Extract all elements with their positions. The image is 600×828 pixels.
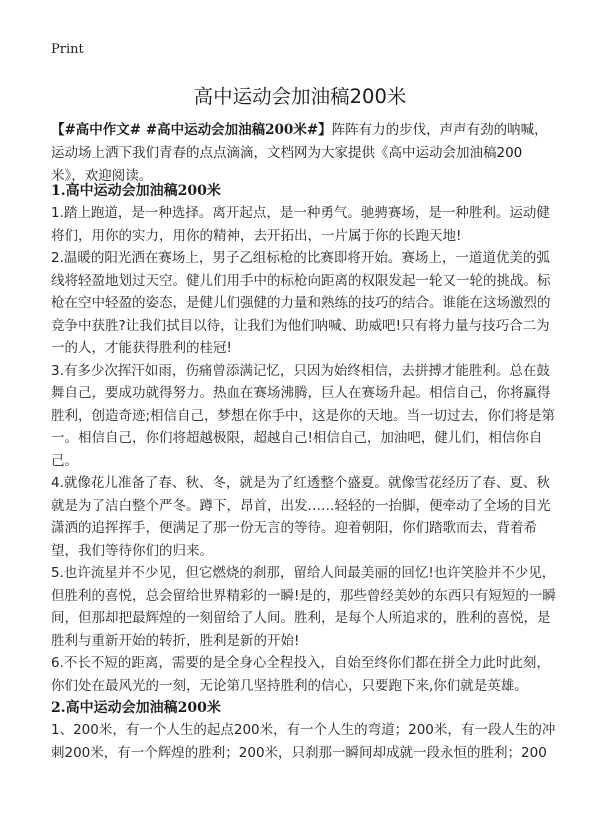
- paragraph-2: 2.温暖的阳光洒在赛场上，男子乙组标枪的比赛即将开始。赛场上，一道道优美的弧线将轻盈地划过天空。健儿们用手中的标枪向距离的权限发起一轮又一轮的挑战。标枪在空中轻盈的姿态，是健儿们强健的力量和熟练的技巧的结合。谁能在这场激烈的竞争中获胜?让我们拭目以待，让我们为他们呐喊、助威吧!只有将力量与技巧合二为一的人，才能获得胜利的桂冠!: [51, 250, 551, 356]
- paragraph-1: 1.踏上跑道，是一种选择。离开起点，是一种勇气。驰骋赛场，是一种胜利。运动健将们，用你的实力，用你的精神，去开拓出，一片属于你的长跑天地!: [51, 205, 550, 244]
- print-link[interactable]: Print: [51, 42, 84, 57]
- section-heading-2: 2.高中运动会加油稿200米: [51, 700, 221, 716]
- intro-lead: 【#高中作文# #高中运动会加油稿200米#】: [51, 122, 332, 138]
- paragraph-4: 4.就像花儿准备了春、秋、冬，就是为了红透整个盛夏。就像雪花经历了春、夏、秋就是为了洁白整个严冬。蹲下，昂首，出发……轻轻的一抬脚，便牵动了全场的目光潇洒的追挥挥手，便满足了那一份无言的等待。迎着朝阳，你们踏歌而去，背着希望，我们等待你们的归来。: [51, 475, 551, 559]
- page-title: 高中运动会加油稿200米: [193, 85, 407, 108]
- paragraph-7: 1、200米，有一个人生的起点200米，有一个人生的弯道；200米，有一段人生的冲刺200米，有一个辉煌的胜利；200米，只刹那一瞬间却成就一段永恒的胜利；200: [51, 722, 556, 761]
- article-body: [51, 180, 556, 764]
- paragraph-3: 3.有多少次挥汗如雨，伤痛曾添满记忆，只因为始终相信，去拼搏才能胜利。总在鼓舞自己，要成功就得努力。热血在赛场沸腾，巨人在赛场升起。相信自己，你将赢得胜利，创造奇迹;相信自己，梦想在你手中，这是你的天地。当一切过去，你们将是第一。相信自己，你们将超越极限，超越自己!相信自己，加油吧，健儿们，相信你自己。: [51, 362, 556, 469]
- intro-paragraph: [51, 119, 556, 188]
- section-heading-1: 1.高中运动会加油稿200米: [51, 183, 221, 199]
- paragraph-5: 5.也许流星并不少见，但它燃烧的刹那，留给人间最美丽的回忆!也许笑脸并不少见，但胜利的喜悦，总会留给世界精彩的一瞬!是的，那些曾经美妙的东西只有短短的一瞬间，但那却把最辉煌的一刻留给了人间。胜利，是每个人所追求的，胜利的喜悦，是胜利与重新开始的转折，胜利是新的开始!: [51, 565, 556, 649]
- intro-text: 阵阵有力的步伐，声声有劲的呐喊，运动场上洒下我们青春的点点滴滴，文档网为大家提供《高中运动会加油稿200米》，欢迎阅读。: [51, 122, 548, 184]
- paragraph-6: 6.不长不短的距离，需要的是全身心全程投入，自始至终你们都在拼全力此时此刻，你们处在最风光的一刻，无论第几坚持胜利的信心，只要跑下来,你们就是英雄。: [51, 655, 550, 694]
